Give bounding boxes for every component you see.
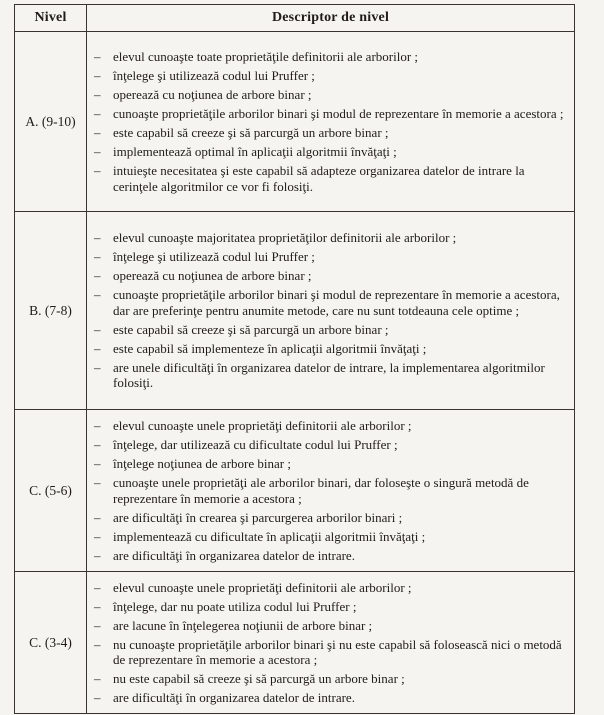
dash-bullet: – bbox=[94, 321, 101, 337]
descriptor-item bbox=[94, 475, 566, 506]
descriptor-text: cunoaşte proprietăţile arborilor binari şi modul de reprezentare în memorie a acestora, dar are preferinţe pentru anumite metode, care nu sunt totdeauna cele optime ; bbox=[113, 287, 560, 318]
header-descriptor: Descriptor de nivel bbox=[87, 5, 575, 32]
descriptor-item bbox=[94, 510, 566, 526]
descriptor-item bbox=[94, 580, 566, 596]
descriptor-item bbox=[94, 68, 566, 84]
descriptor-text: intuieşte necesitatea şi este capabil să adapteze organizarea datelor de intrare la cerinţele algoritmilor ce vor fi folosiţi. bbox=[113, 163, 525, 194]
dash-bullet: – bbox=[94, 230, 101, 246]
descriptor-text: are unele dificultăţi în organizarea datelor de intrare, la implementarea algoritmilor folosiţi. bbox=[113, 359, 545, 391]
descriptor-item bbox=[94, 671, 566, 687]
table-row-c2 bbox=[15, 572, 575, 714]
descriptor-item bbox=[94, 418, 566, 434]
descriptor-item bbox=[94, 106, 566, 122]
header-nivel: Nivel bbox=[15, 5, 87, 32]
descriptor-text: înţelege şi utilizează codul lui Pruffer ; bbox=[113, 249, 315, 265]
dash-bullet: – bbox=[94, 418, 101, 433]
descriptor-item bbox=[94, 599, 566, 615]
dash-bullet: – bbox=[94, 636, 101, 652]
descriptor-text: este capabil să creeze şi să parcurgă un arbore binar ; bbox=[113, 125, 389, 140]
level-cell-b: B. (7-8) bbox=[15, 212, 87, 410]
descriptor-text: cunoaşte unele proprietăţi ale arborilor binari, dar foloseşte o singură metodă de reprezentare în memorie a acestora ; bbox=[113, 475, 529, 506]
dash-bullet: – bbox=[94, 437, 101, 452]
descriptor-item bbox=[94, 618, 566, 634]
descriptor-item bbox=[94, 360, 566, 391]
descriptor-text: înţelege, dar nu poate utiliza codul lui Pruffer ; bbox=[113, 598, 357, 614]
dash-bullet: – bbox=[94, 547, 101, 563]
descriptor-item bbox=[94, 548, 566, 564]
descriptor-item bbox=[94, 163, 566, 194]
dash-bullet: – bbox=[94, 144, 101, 159]
level-descriptor-table bbox=[14, 4, 575, 714]
dash-bullet: – bbox=[94, 340, 101, 356]
descriptor-text: este capabil să creeze şi să parcurgă un arbore binar ; bbox=[113, 321, 389, 337]
descriptor-cell-c1 bbox=[87, 410, 575, 572]
descriptor-text: este capabil să implementeze în aplicaţii algoritmii învăţaţi ; bbox=[113, 340, 427, 356]
dash-bullet: – bbox=[94, 87, 101, 102]
descriptor-item bbox=[94, 249, 566, 265]
descriptor-item bbox=[94, 341, 566, 357]
descriptor-text: implementează cu dificultate în aplicaţii algoritmii învăţaţi ; bbox=[113, 528, 426, 544]
descriptor-item bbox=[94, 287, 566, 318]
descriptor-cell-c2 bbox=[87, 572, 575, 714]
descriptor-text: nu cunoaşte proprietăţile arborilor binari şi nu este capabil să folosească nici o metodă de reprezentare în memorie a acestora ; bbox=[113, 636, 562, 667]
descriptor-text: elevul cunoaşte majoritatea proprietăţilor definitorii ale arborilor ; bbox=[113, 230, 457, 246]
descriptor-text: înţelege noţiunea de arbore binar ; bbox=[113, 456, 291, 471]
dash-bullet: – bbox=[94, 49, 101, 64]
dash-bullet: – bbox=[94, 68, 101, 83]
descriptor-text: înţelege, dar utilizează cu dificultate codul lui Pruffer ; bbox=[113, 437, 398, 452]
dash-bullet: – bbox=[94, 106, 101, 121]
descriptor-item bbox=[94, 125, 566, 141]
descriptor-text: elevul cunoaşte toate proprietăţile definitorii ale arborilor ; bbox=[113, 49, 419, 64]
table-row-b bbox=[15, 212, 575, 410]
dash-bullet: – bbox=[94, 268, 101, 284]
descriptor-item bbox=[94, 637, 566, 668]
descriptor-item bbox=[94, 322, 566, 338]
dash-bullet: – bbox=[94, 359, 101, 375]
dash-bullet: – bbox=[94, 528, 101, 544]
descriptor-text: elevul cunoaşte unele proprietăţi definitorii ale arborilor ; bbox=[113, 418, 412, 433]
descriptor-item bbox=[94, 87, 566, 103]
header-row bbox=[15, 5, 575, 32]
descriptor-text: operează cu noţiunea de arbore binar ; bbox=[113, 268, 312, 284]
descriptor-text: înţelege şi utilizează codul lui Pruffer ; bbox=[113, 68, 315, 83]
level-cell-a: A. (9-10) bbox=[15, 32, 87, 212]
descriptor-item bbox=[94, 230, 566, 246]
descriptor-cell-b bbox=[87, 212, 575, 410]
dash-bullet: – bbox=[94, 598, 101, 614]
dash-bullet: – bbox=[94, 287, 101, 303]
dash-bullet: – bbox=[94, 456, 101, 471]
descriptor-item bbox=[94, 144, 566, 160]
descriptor-text: operează cu noţiunea de arbore binar ; bbox=[113, 87, 312, 102]
descriptor-item bbox=[94, 49, 566, 65]
descriptor-item bbox=[94, 529, 566, 545]
dash-bullet: – bbox=[94, 163, 101, 178]
table-row-c1 bbox=[15, 410, 575, 572]
dash-bullet: – bbox=[94, 690, 101, 705]
dash-bullet: – bbox=[94, 671, 101, 686]
dash-bullet: – bbox=[94, 475, 101, 490]
descriptor-text: are dificultăţi în organizarea datelor de intrare. bbox=[113, 547, 355, 563]
descriptor-cell-a bbox=[87, 32, 575, 212]
descriptor-text: are lacune în înţelegerea noţiunii de arbore binar ; bbox=[113, 617, 373, 633]
descriptor-text: implementează optimal în aplicaţii algoritmii învăţaţi ; bbox=[113, 144, 397, 159]
descriptor-text: elevul cunoaşte unele proprietăţi definitorii ale arborilor ; bbox=[113, 579, 412, 595]
dash-bullet: – bbox=[94, 509, 101, 525]
table-row-a bbox=[15, 32, 575, 212]
dash-bullet: – bbox=[94, 125, 101, 140]
descriptor-text: are dificultăţi în organizarea datelor de intrare. bbox=[113, 690, 355, 705]
descriptor-item bbox=[94, 268, 566, 284]
level-cell-c2: C. (3-4) bbox=[15, 572, 87, 714]
descriptor-item bbox=[94, 437, 566, 453]
dash-bullet: – bbox=[94, 617, 101, 633]
level-cell-c1: C. (5-6) bbox=[15, 410, 87, 572]
dash-bullet: – bbox=[94, 249, 101, 265]
dash-bullet: – bbox=[94, 579, 101, 595]
descriptor-item bbox=[94, 690, 566, 706]
descriptor-text: are dificultăţi în crearea şi parcurgerea arborilor binari ; bbox=[113, 509, 403, 525]
descriptor-item bbox=[94, 456, 566, 472]
descriptor-text: nu este capabil să creeze şi să parcurgă un arbore binar ; bbox=[113, 671, 405, 686]
descriptor-text: cunoaşte proprietăţile arborilor binari şi modul de reprezentare în memorie a acestora ; bbox=[113, 106, 564, 121]
